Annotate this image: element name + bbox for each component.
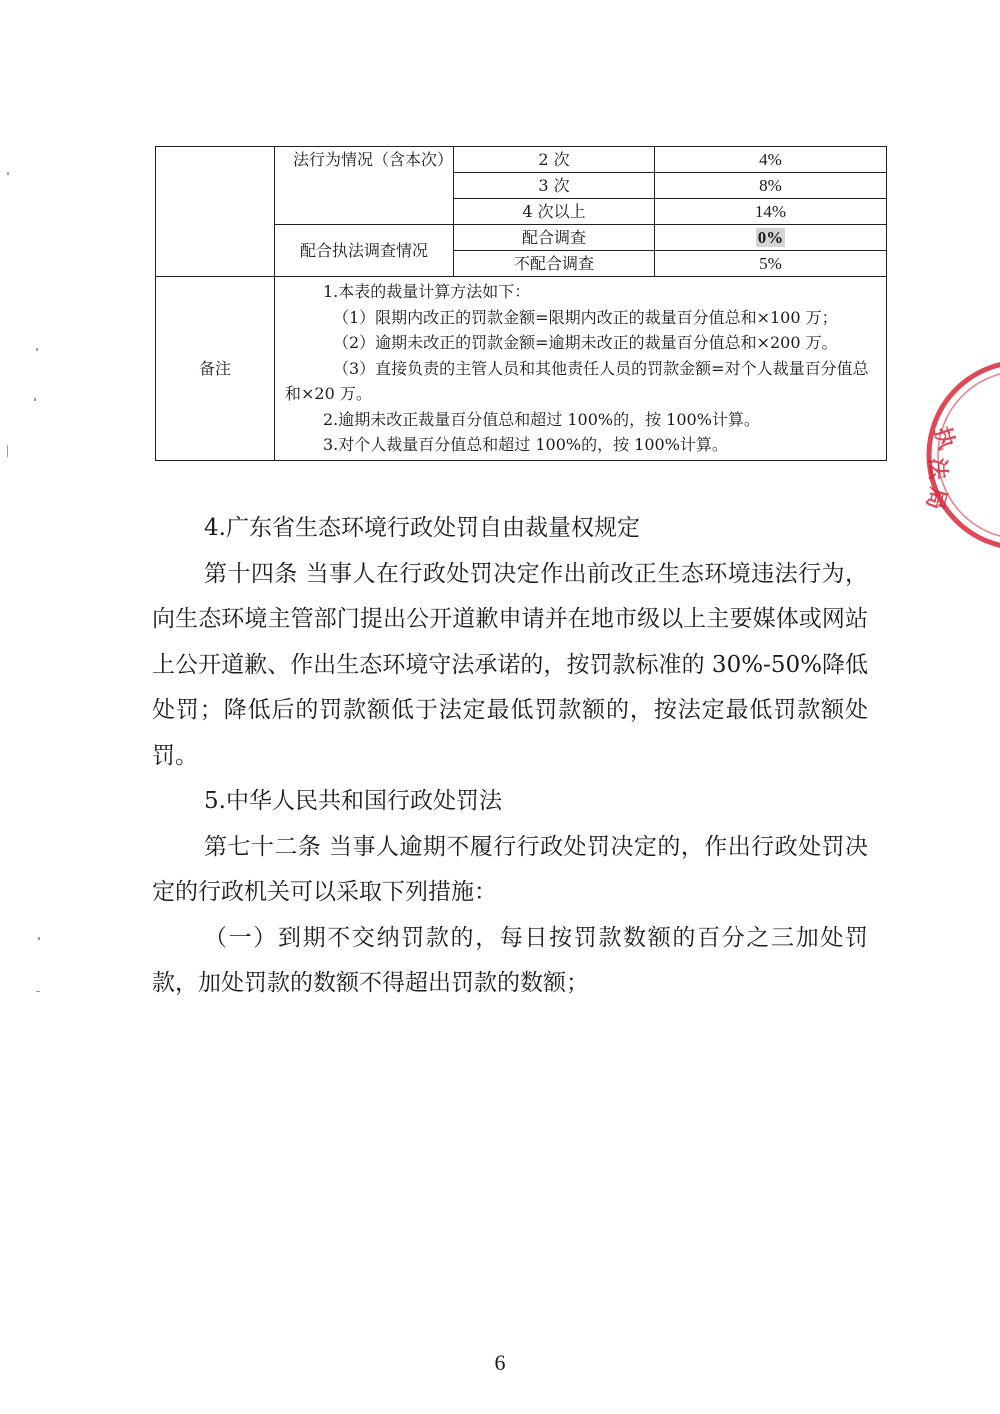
scan-speck (34, 398, 36, 401)
violation-times: 2 次 (454, 147, 655, 173)
svg-text:执: 执 (928, 424, 959, 453)
violation-times: 3 次 (454, 173, 655, 199)
scan-speck (36, 348, 38, 351)
cooperation-percent: 5% (655, 251, 887, 277)
note-line: 1.本表的裁量计算方法如下： (323, 282, 531, 301)
note-line: （1）限期内改正的罚款金额=限期内改正的裁量百分值总和×100 万； (333, 307, 838, 327)
section-heading: 4.广东省生态环境行政处罚自由裁量权规定 (204, 515, 640, 541)
official-seal-stamp (912, 360, 1000, 560)
notes-row (156, 277, 887, 461)
scan-speck (7, 445, 8, 457)
violation-times: 4 次以上 (454, 199, 655, 225)
violation-history-factor: 法行为情况（含本次） (275, 147, 454, 225)
svg-text:局: 局 (920, 484, 951, 512)
cooperation-percent: 0% (655, 225, 887, 251)
violation-percent: 4% (655, 147, 887, 173)
note-line: 3.对个人裁量百分值总和超过 100%的，按 100%计算。 (323, 435, 728, 454)
scan-speck (36, 991, 40, 992)
body-text (152, 506, 868, 1007)
svg-text:法: 法 (924, 457, 950, 481)
article-item: （一）到期不交纳罚款的，每日按罚款数额的百分之三加处罚款，加处罚款的数额不得超出罚款的数额； (152, 924, 868, 996)
scan-speck (7, 172, 9, 175)
table-category-cell (156, 147, 275, 277)
note-line: （3）直接负责的主管人员和其他责任人员的罚款金额=对个人裁量百分值总和×20 万。 (285, 358, 869, 403)
violation-percent: 8% (655, 173, 887, 199)
note-line: 2.逾期未改正裁量百分值总和超过 100%的，按 100%计算。 (323, 409, 760, 429)
scan-speck (38, 937, 40, 940)
violation-percent: 14% (655, 199, 887, 225)
table-row (156, 147, 887, 173)
notes-content (275, 277, 887, 461)
section-heading: 5.中华人民共和国行政处罚法 (204, 788, 502, 814)
article-paragraph: 第七十二条 当事人逾期不履行行政处罚决定的，作出行政处罚决定的行政机关可以采取下列措施： (152, 833, 868, 905)
notes-label: 备注 (156, 277, 275, 461)
note-line: （2）逾期未改正的罚款金额=逾期未改正的裁量百分值总和×200 万。 (333, 333, 838, 352)
article-paragraph: 第十四条 当事人在行政处罚决定作出前改正生态环境违法行为，向生态环境主管部门提出公开道歉申请并在地市级以上主要媒体或网站上公开道歉、作出生态环境守法承诺的，按罚款标准的 30%-50%降低处罚；降低后的罚款额低于法定最低罚款额的，按法定最低罚款额处罚。 (152, 560, 868, 769)
cooperation-factor: 配合执法调查情况 (275, 225, 454, 277)
cooperation-situation: 配合调查 (454, 225, 655, 251)
page-number: 6 (494, 1350, 506, 1375)
cooperation-situation: 不配合调查 (454, 251, 655, 277)
penalty-discretion-table (155, 146, 887, 461)
